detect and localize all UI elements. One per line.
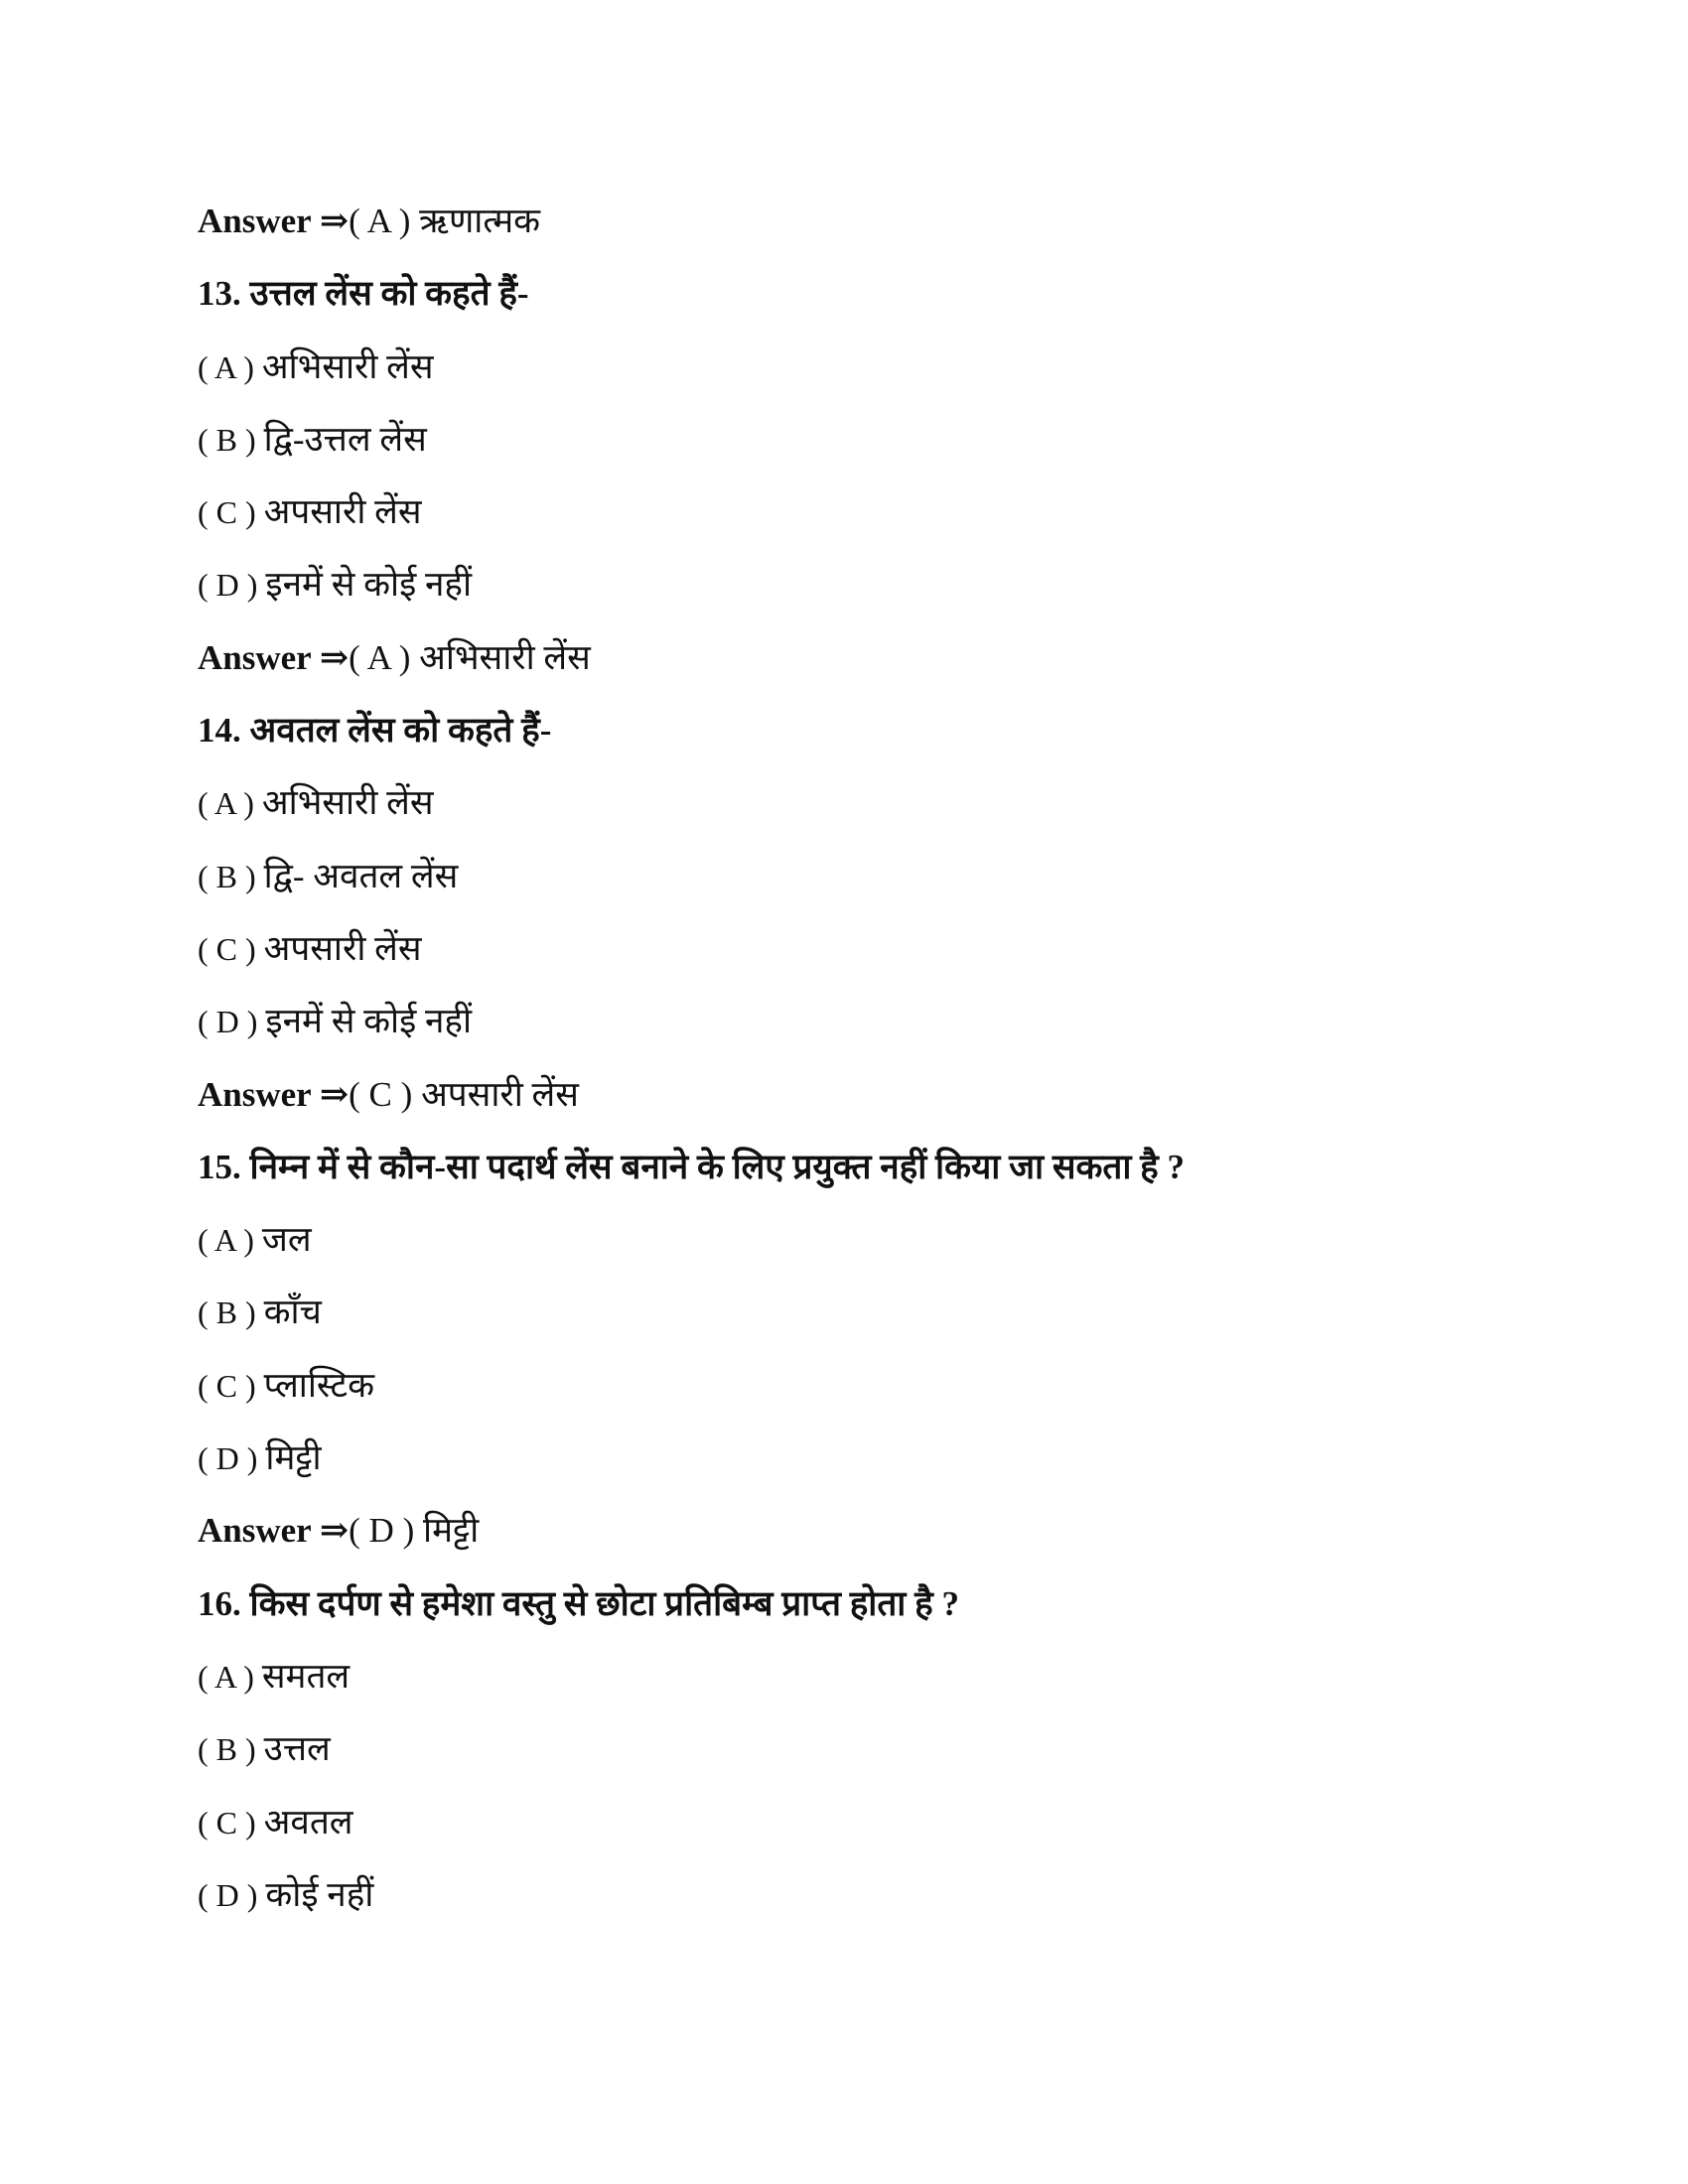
answer-label: ( A ) [349,202,411,240]
option-text: मिट्टी [265,1438,322,1478]
answer-prefix: Answer ⇒ [198,637,350,677]
option-label: ( B ) [198,1295,256,1331]
answer-prefix: Answer ⇒ [198,1511,350,1551]
answer-prefix: Answer ⇒ [198,202,350,240]
answer-prefix: Answer ⇒ [198,1074,350,1114]
option-text: द्वि- अवतल लेंस [263,856,459,895]
option [198,840,1185,912]
option [198,1203,1185,1276]
answer-label: ( D ) [349,1511,415,1551]
option-label: ( C ) [198,1367,256,1404]
option-text: अभिसारी लेंस [261,346,434,386]
option [198,912,1185,985]
option-text: काँच [263,1293,322,1332]
answer-text: अभिसारी लेंस [419,637,591,677]
option-label: ( D ) [198,1876,258,1913]
option-text: अपसारी लेंस [263,492,422,532]
option [198,331,1185,403]
answer-label: ( C ) [349,1074,413,1114]
answer-text: ऋणात्मक [419,202,541,240]
option-text: जल [261,1220,312,1260]
option-label: ( A ) [198,1222,254,1259]
option-label: ( A ) [198,785,254,822]
option [198,985,1185,1057]
option [198,1422,1185,1494]
option-text: कोई नहीं [265,1874,374,1914]
option-text: प्लास्टिक [263,1365,375,1405]
option [198,1640,1185,1712]
answer-line [198,185,1185,257]
option-text: अभिसारी लेंस [261,783,434,823]
option-text: द्वि-उत्तल लेंस [263,419,427,459]
option-text: इनमें से कोई नहीं [265,565,473,605]
option [198,403,1185,476]
option-label: ( C ) [198,494,256,531]
answer-line [198,1058,1185,1131]
option-label: ( B ) [198,858,256,894]
option [198,548,1185,620]
option-label: ( A ) [198,348,254,385]
option [198,1712,1185,1785]
option [198,1276,1185,1348]
option-label: ( B ) [198,1731,256,1768]
option-label: ( A ) [198,1658,254,1695]
question-title: 13. उत्तल लेंस को कहते हैं- [198,274,529,314]
option-label: ( D ) [198,1440,258,1477]
question-title: 16. किस दर्पण से हमेशा वस्तु से छोटा प्रतिबिम्ब प्राप्त होता है ? [198,1583,959,1623]
answer-line [198,1494,1185,1567]
answer-text: मिट्टी [423,1511,480,1551]
option-text: समतल [261,1656,351,1696]
option-text: उत्तल [263,1729,331,1769]
answer-text: अपसारी लेंस [421,1074,579,1114]
option [198,1349,1185,1422]
option [198,476,1185,548]
option-text: अपसारी लेंस [263,928,422,968]
answer-line [198,621,1185,694]
option [198,766,1185,839]
question-title: 14. अवतल लेंस को कहते हैं- [198,711,552,751]
question-title: 15. निम्न में से कौन-सा पदार्थ लेंस बनाने के लिए प्रयुक्त नहीं किया जा सकता है ? [198,1147,1186,1186]
document-page [198,185,1185,1931]
option-text: इनमें से कोई नहीं [265,1002,473,1041]
option-label: ( C ) [198,1804,256,1841]
option-text: अवतल [263,1802,353,1842]
option-label: ( D ) [198,567,258,604]
answer-label: ( A ) [349,637,411,677]
option [198,1858,1185,1931]
option [198,1786,1185,1858]
option-label: ( B ) [198,421,256,458]
option-label: ( C ) [198,930,256,967]
option-label: ( D ) [198,1004,258,1040]
